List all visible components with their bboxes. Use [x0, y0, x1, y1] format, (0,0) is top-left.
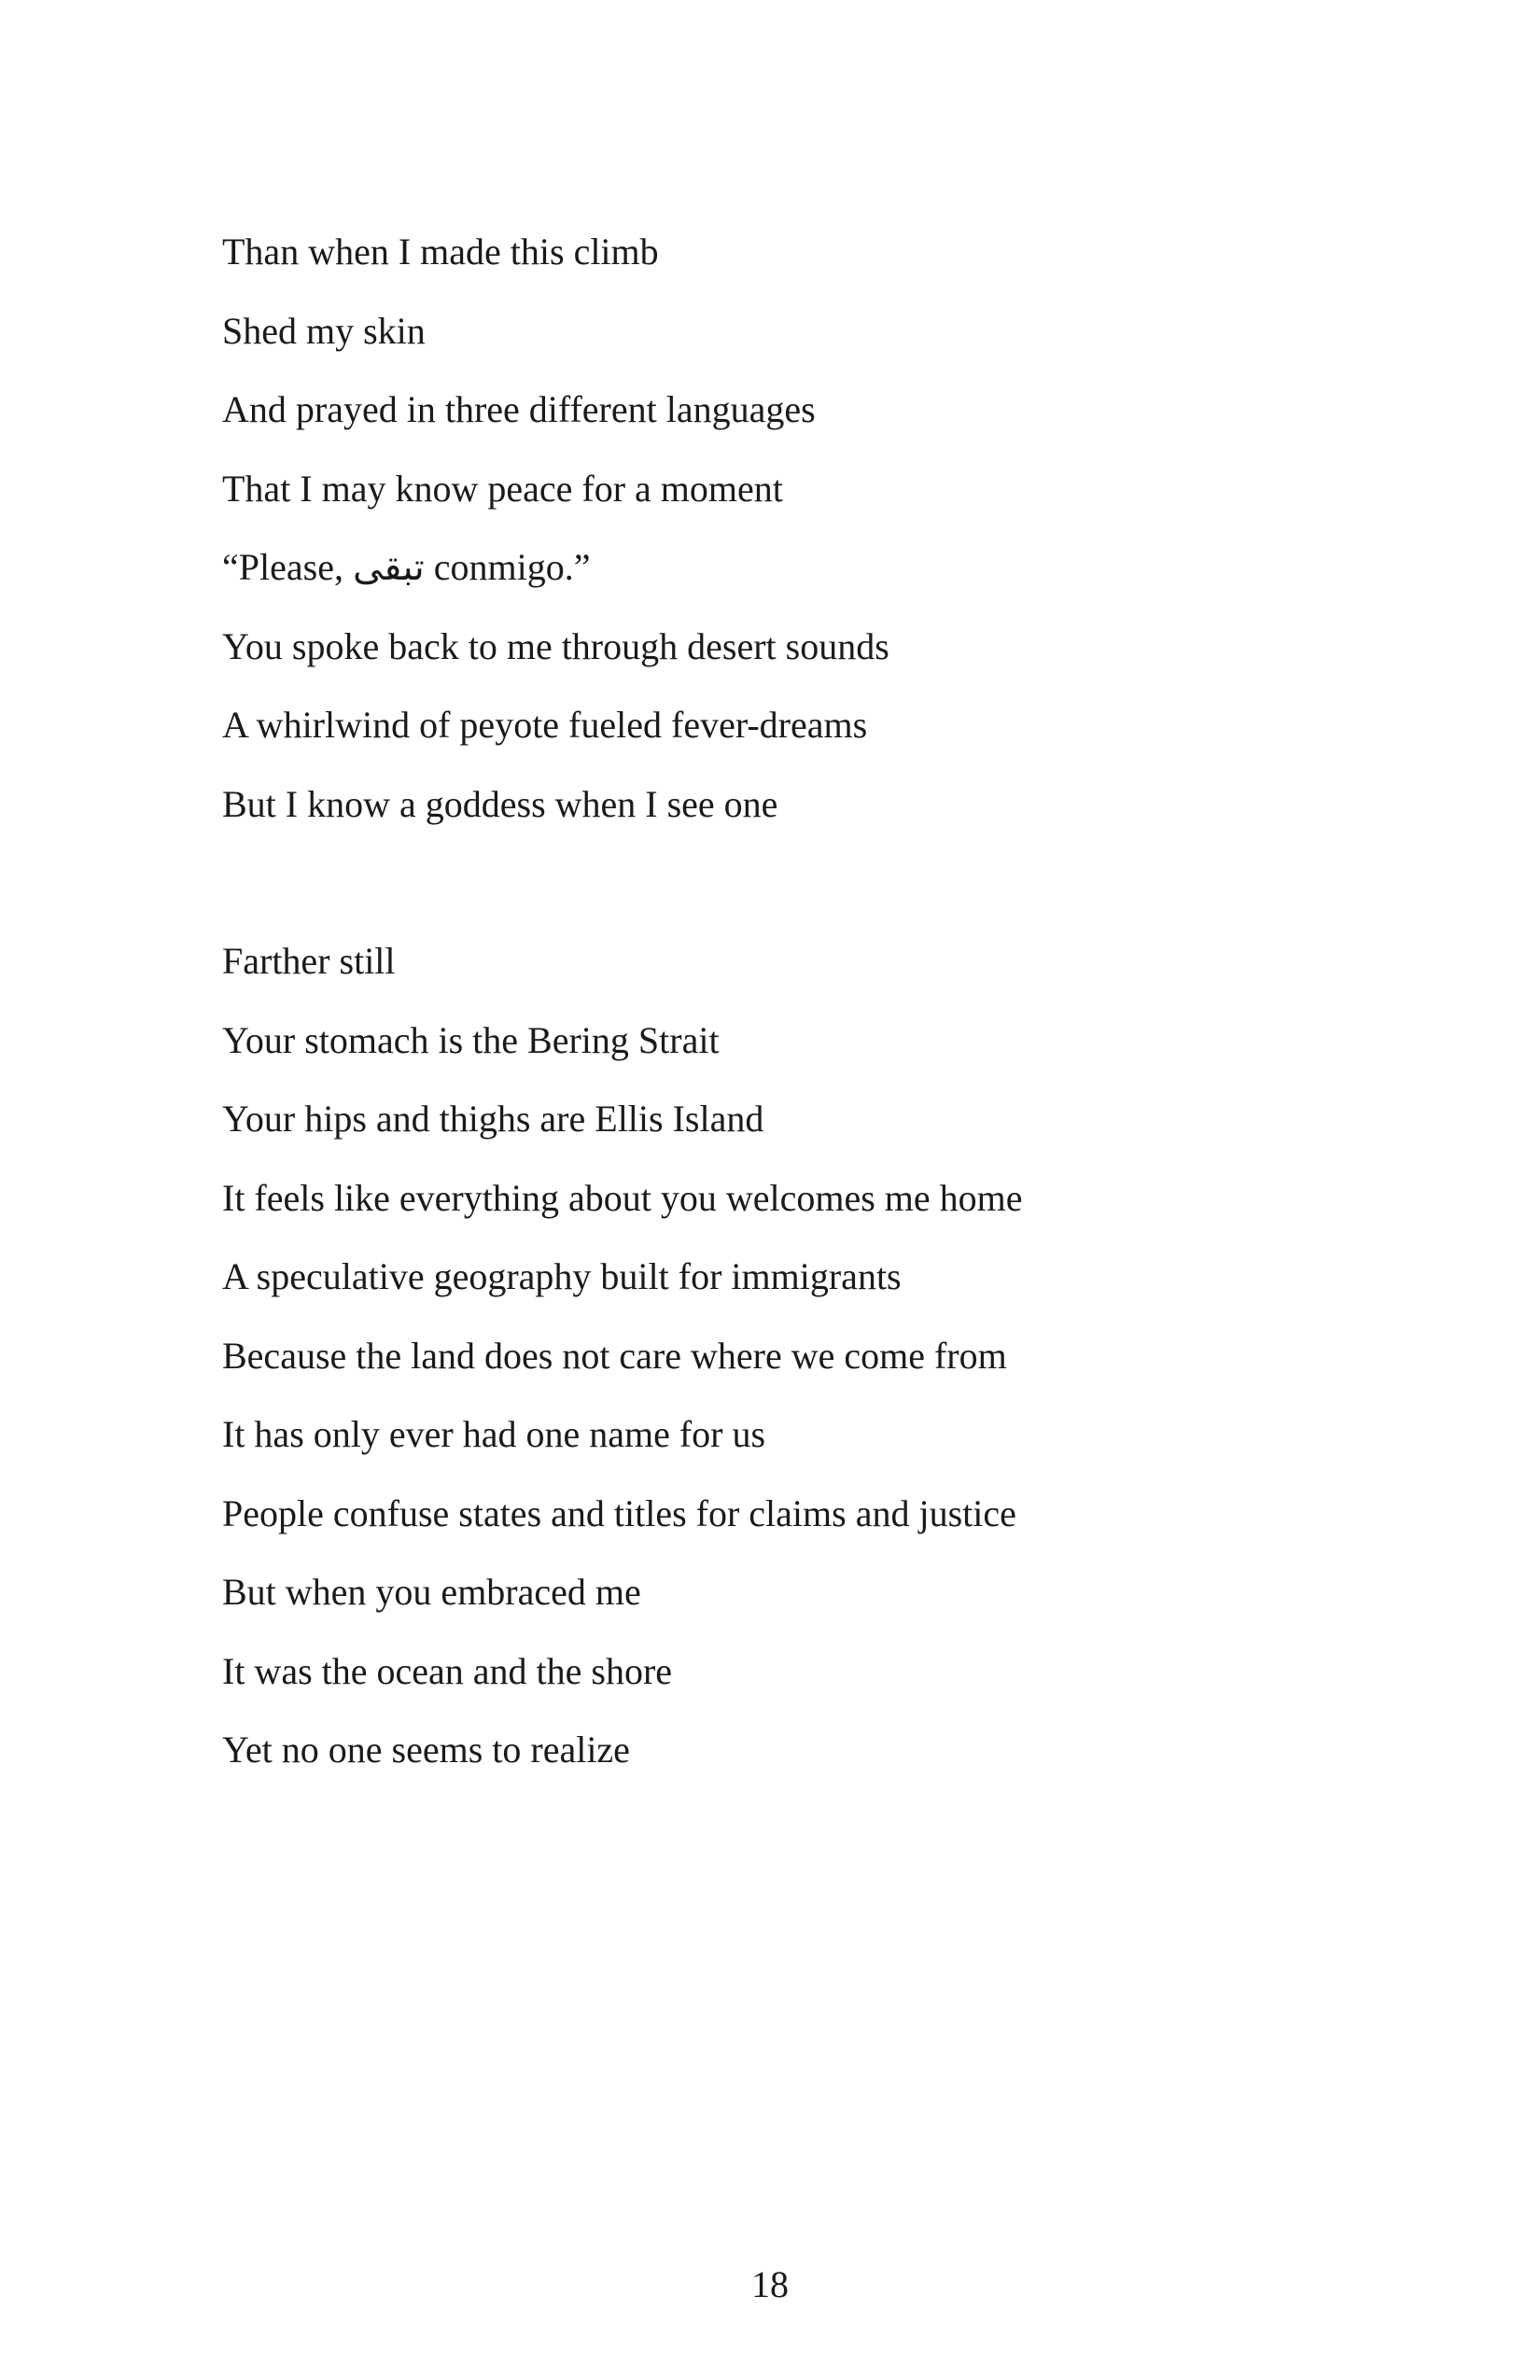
poem-line: But when you embraced me — [222, 1571, 641, 1613]
poem-line: A speculative geography built for immigrants — [222, 1255, 902, 1297]
poem-line: Than when I made this climb — [222, 231, 659, 273]
stanza-1 — [222, 213, 1342, 844]
poem-line: But I know a goddess when I see one — [222, 782, 778, 825]
poem-line: It feels like everything about you welcomes me home — [222, 1176, 1023, 1219]
poem-line: Your stomach is the Bering Strait — [222, 1018, 720, 1061]
page-number: 18 — [751, 2263, 789, 2305]
poem-line: That I may know peace for a moment — [222, 467, 783, 510]
poem-line: “Please, تبقى conmigo.” — [222, 546, 591, 588]
stanza-2 — [222, 922, 1342, 1790]
poem-line: It was the ocean and the shore — [222, 1649, 673, 1692]
poem-line: Because the land does not care where we come from — [222, 1334, 1007, 1377]
poem-line: People confuse states and titles for claims and justice — [222, 1491, 1016, 1534]
poem-line: Your hips and thighs are Ellis Island — [222, 1098, 764, 1140]
poem-body — [222, 213, 1342, 1790]
poem-line: Yet no one seems to realize — [222, 1729, 630, 1771]
poem-line: You spoke back to me through desert sounds — [222, 624, 889, 667]
poem-line: Shed my skin — [222, 309, 426, 352]
poem-line: And prayed in three different languages — [222, 388, 816, 430]
poem-line: A whirlwind of peyote fueled fever-dreams — [222, 704, 868, 746]
poem-line: It has only ever had one name for us — [222, 1413, 766, 1455]
poem-line: Farther still — [222, 940, 396, 982]
